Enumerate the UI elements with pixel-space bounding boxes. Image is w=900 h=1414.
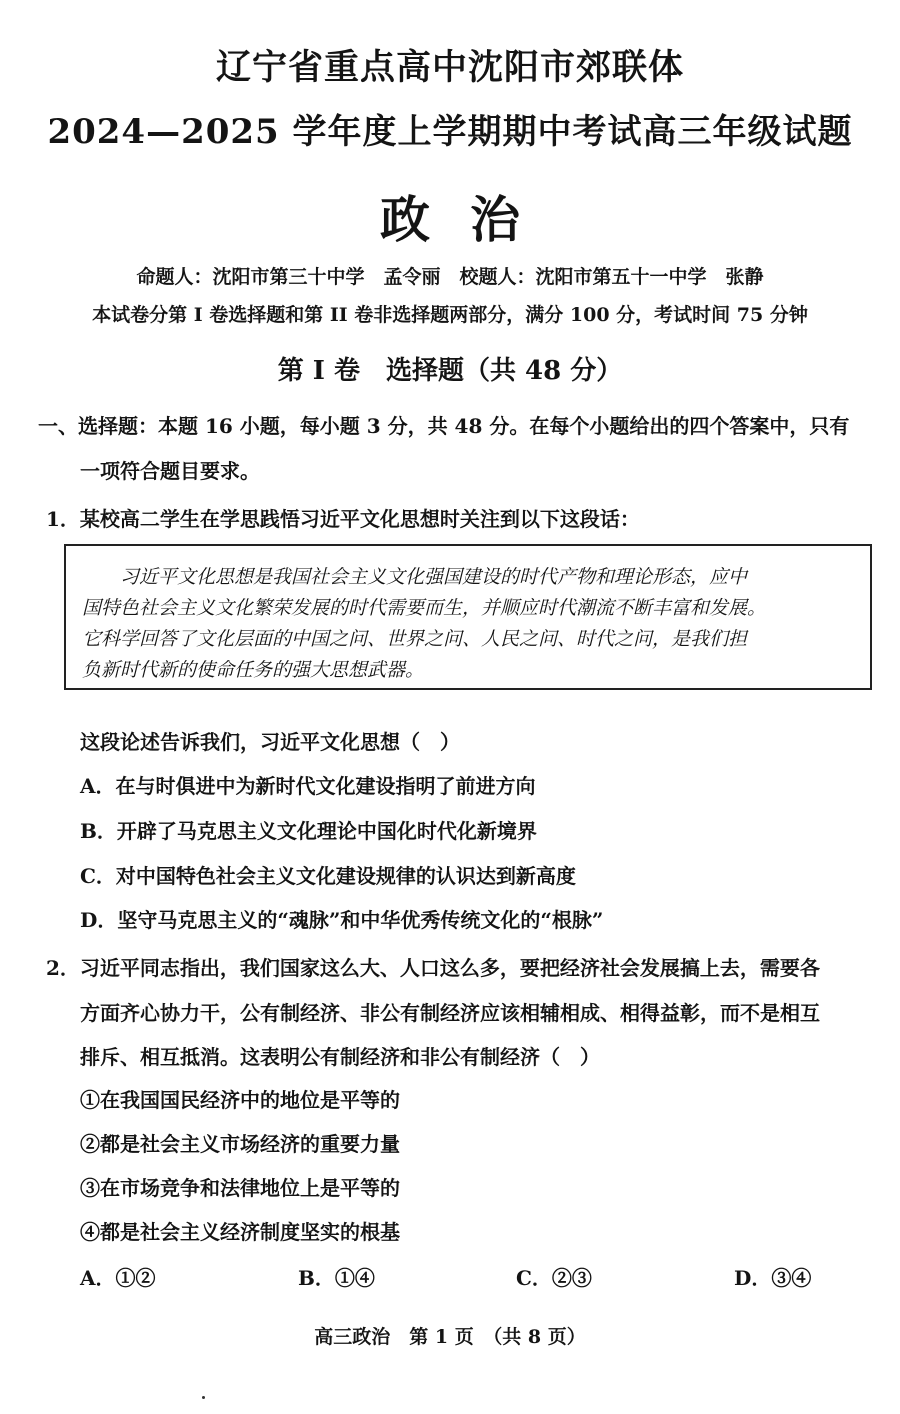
q1-option-c: C．对中国特色社会主义文化建设规律的认识达到新高度 xyxy=(80,864,576,888)
q1-stem: 1．某校高二学生在学思践悟习近平文化思想时关注到以下这段话： xyxy=(46,507,640,531)
q2-stem-line1: 2．习近平同志指出，我们国家这么大、人口这么多，要把经济社会发展搞上去，需要各 xyxy=(46,956,820,980)
q2-option-a: A．①② xyxy=(80,1266,156,1290)
q2-option-c: C．②③ xyxy=(516,1266,592,1290)
q1-option-a: A．在与时俱进中为新时代文化建设指明了前进方向 xyxy=(80,774,536,798)
q1-prompt: 这段论述告诉我们，习近平文化思想（ ） xyxy=(80,730,460,754)
subject-title: 政治 xyxy=(380,190,560,249)
q2-statement-3: ③在市场竞争和法律地位上是平等的 xyxy=(80,1176,400,1200)
q2-statement-1: ①在我国国民经济中的地位是平等的 xyxy=(80,1088,400,1112)
quote-line: 习近平文化思想是我国社会主义文化强国建设的时代产物和理论形态，应中 xyxy=(82,566,748,588)
exam-title-line1: 辽宁省重点高中沈阳市郊联体 xyxy=(215,47,684,88)
instructions-line1: 一、选择题：本题 16 小题，每小题 3 分，共 48 分。在每个小题给出的四个答案中，只有 xyxy=(38,414,850,438)
quote-line: 负新时代新的使命任务的强大思想武器。 xyxy=(82,659,425,681)
q1-option-b: B．开辟了马克思主义文化理论中国化时代化新境界 xyxy=(80,819,537,843)
q2-option-b: B．①④ xyxy=(298,1266,375,1290)
scan-speck xyxy=(202,1396,205,1399)
page-footer: 高三政治 第 1 页 （共 8 页） xyxy=(314,1326,586,1348)
exam-title-line2: 2024—2025 学年度上学期期中考试高三年级试题 xyxy=(47,112,853,152)
q2-stem-line3: 排斥、相互抵消。这表明公有制经济和非公有制经济（ ） xyxy=(80,1045,600,1069)
q1-option-d: D．坚守马克思主义的“魂脉”和中华优秀传统文化的“根脉” xyxy=(80,908,604,932)
authors-line: 命题人：沈阳市第三十中学 孟令丽 校题人：沈阳市第五十一中学 张静 xyxy=(136,266,764,288)
quote-line: 国特色社会主义文化繁荣发展的时代需要而生，并顺应时代潮流不断丰富和发展。 xyxy=(82,597,767,619)
q2-stem-line2: 方面齐心协力干，公有制经济、非公有制经济应该相辅相成、相得益彰，而不是相互 xyxy=(80,1001,820,1025)
q2-option-d: D．③④ xyxy=(734,1266,812,1290)
q2-statement-2: ②都是社会主义市场经济的重要力量 xyxy=(80,1132,400,1156)
section-title: 第 I 卷 选择题（共 48 分） xyxy=(277,356,623,386)
exam-info: 本试卷分第 I 卷选择题和第 II 卷非选择题两部分，满分 100 分，考试时间 75 分钟 xyxy=(92,304,808,326)
quote-line: 它科学回答了文化层面的中国之问、世界之问、人民之问、时代之问，是我们担 xyxy=(82,628,748,650)
instructions-line2: 一项符合题目要求。 xyxy=(80,459,260,483)
q2-statement-4: ④都是社会主义经济制度坚实的根基 xyxy=(80,1220,400,1244)
q1-quote-box xyxy=(64,544,872,690)
